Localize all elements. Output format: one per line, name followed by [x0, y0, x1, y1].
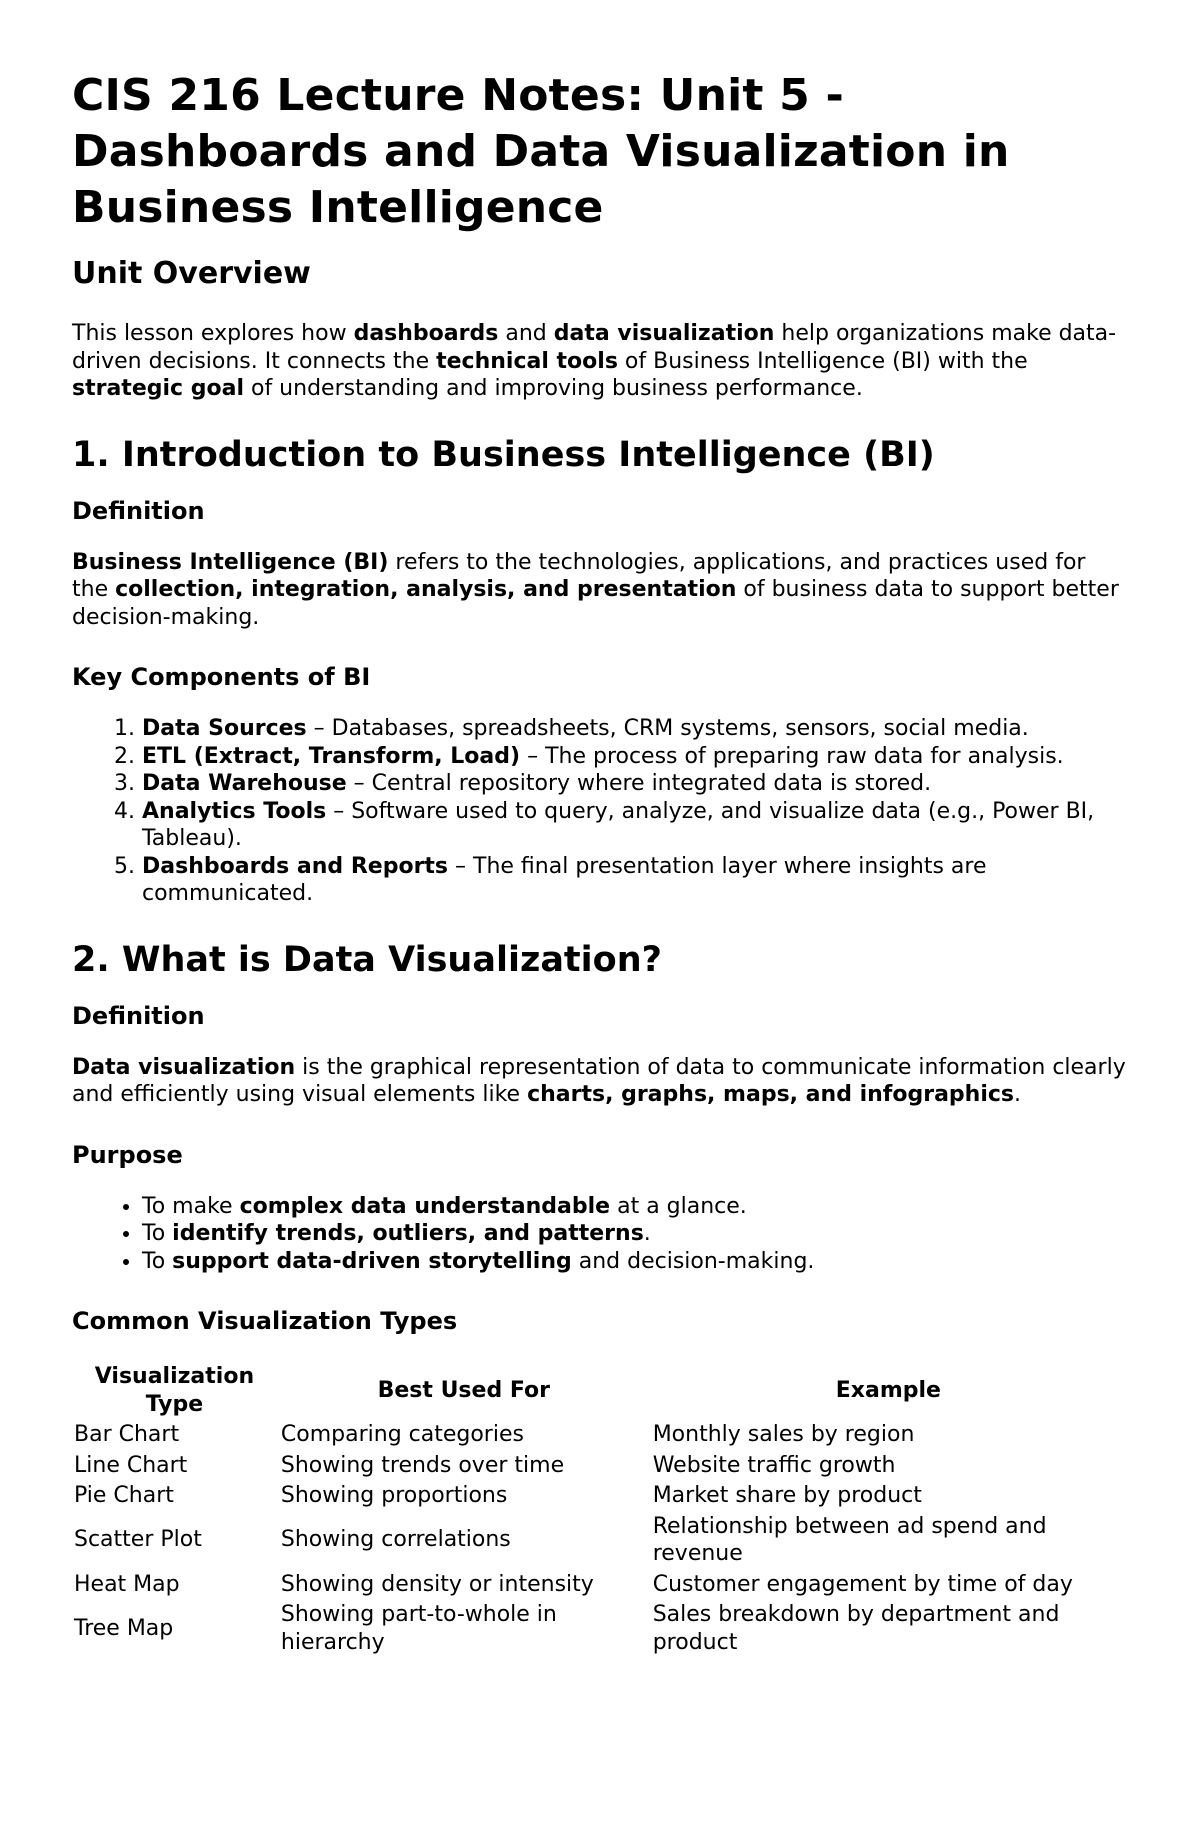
section-2-heading: 2. What is Data Visualization?	[72, 939, 662, 980]
list-item: 3. Data Warehouse – Central repository where integrated data is stored.	[142, 770, 1128, 798]
table-cell: Bar Chart	[74, 1422, 180, 1447]
purpose-list	[72, 1193, 1128, 1276]
table-cell: Website traffic growth	[652, 1452, 896, 1478]
section-1-definition-heading: Definition	[72, 496, 205, 525]
table-cell: Showing proportions	[280, 1483, 508, 1508]
table-row	[72, 1570, 1128, 1601]
list-item: • To support data-driven storytelling and decision-making.	[142, 1248, 1128, 1276]
visualization-types-table	[72, 1357, 1128, 1658]
table-cell: Pie Chart	[74, 1483, 174, 1508]
table-cell: Relationship between ad spend and revenue	[652, 1513, 1047, 1566]
table-cell: Tree Map	[74, 1615, 174, 1641]
list-item: 2. ETL (Extract, Transform, Load) – The process of preparing raw data for analysis.	[142, 743, 1128, 771]
table-row	[72, 1420, 1128, 1451]
section-1-definition: Business Intelligence (BI) refers to the technologies, applications, and practices used for the collection, integration, analysis, and presentation of business data to support better decision-making.	[72, 549, 1119, 630]
purpose-heading: Purpose	[72, 1140, 183, 1169]
list-item: 4. Analytics Tools – Software used to query, analyze, and visualize data (e.g., Power BI, Tableau).	[142, 798, 1128, 853]
table-row	[72, 1512, 1128, 1570]
overview-paragraph: This lesson explores how dashboards and data visualization help organizations make data-driven decisions. It connects the technical tools of Business Intelligence (BI) with the strategic goal of understanding and improving business performance.	[72, 321, 1117, 401]
section-2-definition: Data visualization is the graphical representation of data to communicate information clearly and efficiently using visual elements like charts, graphs, maps, and infographics.	[72, 1054, 1126, 1107]
table-cell: Line Chart	[74, 1452, 188, 1478]
table-cell: Showing density or intensity	[280, 1571, 594, 1597]
table-row	[72, 1481, 1128, 1512]
table-header-row	[72, 1357, 1128, 1420]
table-header-cell: Example	[835, 1377, 941, 1403]
table-cell: Showing part-to-whole in hierarchy	[280, 1602, 557, 1655]
table-cell: Monthly sales by region	[652, 1422, 915, 1447]
list-item: 5. Dashboards and Reports – The final presentation layer where insights are communicated.	[142, 853, 1128, 908]
table-cell: Market share by product	[652, 1483, 922, 1508]
key-components-heading: Key Components of BI	[72, 663, 371, 691]
table-cell: Sales breakdown by department and product	[652, 1602, 1060, 1655]
table-cell: Scatter Plot	[74, 1527, 202, 1553]
table-cell: Showing trends over time	[280, 1452, 565, 1478]
table-cell: Showing correlations	[280, 1527, 511, 1553]
visualization-types-heading: Common Visualization Types	[72, 1307, 458, 1335]
table-row	[72, 1600, 1128, 1658]
list-item: 1. Data Sources – Databases, spreadsheets, CRM systems, sensors, social media.	[142, 715, 1128, 743]
table-cell: Comparing categories	[280, 1422, 524, 1447]
section-1-heading: 1. Introduction to Business Intelligence (BI)	[72, 434, 935, 475]
table-header-cell: Best Used For	[377, 1377, 550, 1403]
table-cell: Heat Map	[74, 1571, 180, 1597]
list-item: • To identify trends, outliers, and patterns.	[142, 1220, 1128, 1248]
list-item: • To make complex data understandable at a glance.	[142, 1193, 1128, 1221]
page-title: CIS 216 Lecture Notes: Unit 5 - Dashboards and Data Visualization in Business Intelligence	[72, 70, 1010, 233]
overview-heading: Unit Overview	[72, 256, 311, 291]
table-header-cell: Visualization Type	[94, 1364, 255, 1417]
key-components-list	[72, 715, 1128, 908]
table-row	[72, 1451, 1128, 1482]
table-cell: Customer engagement by time of day	[652, 1571, 1073, 1597]
section-2-definition-heading: Definition	[72, 1001, 205, 1030]
